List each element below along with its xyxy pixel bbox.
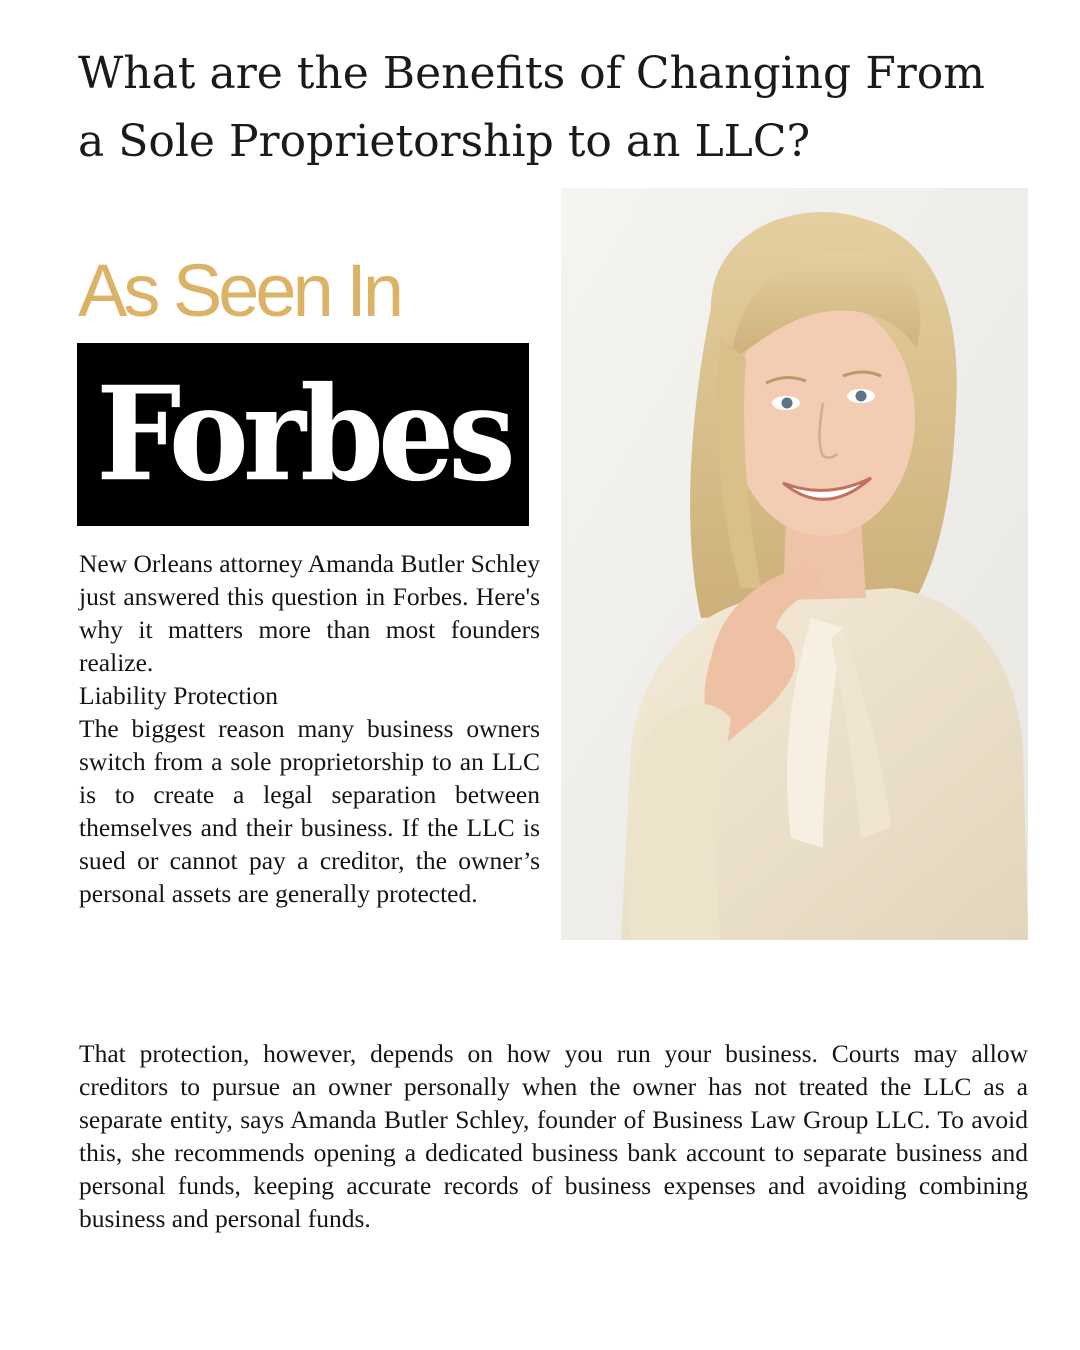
headline	[78, 40, 1018, 176]
as-seen-in-label: As Seen In	[78, 249, 401, 332]
liability-paragraph: The biggest reason many business owners switch from a sole proprietorship to an LLC is to create a legal separation between themselves and their business. If the LLC is sued or cannot pay a creditor, the owner’s personal assets are generally protected.	[79, 714, 540, 908]
attorney-portrait-photo	[561, 188, 1028, 940]
forbes-logo	[77, 343, 529, 526]
intro-paragraph: New Orleans attorney Amanda Butler Schley just answered this question in Forbes. Here's why it matters more than most founders realize.	[79, 549, 540, 677]
body-paragraph: That protection, however, depends on how you run your business. Courts may allow creditors to pursue an owner personally when the owner has not treated the LLC as a separate entity, says Amanda Butler Schley, founder of Business Law Group LLC. To avoid this, she recommends opening a dedicated business bank account to separate business and personal funds, keeping accurate records of business expenses and avoiding combining business and personal funds.	[79, 1039, 1028, 1233]
intro-column	[79, 547, 540, 910]
forbes-logo-wordmark: Forbes	[96, 357, 510, 511]
portrait-illustration	[561, 188, 1028, 940]
headline-line-2: a Sole Proprietorship to an LLC?	[78, 116, 811, 167]
section-subheading: Liability Protection	[79, 681, 279, 710]
headline-line-1: What are the Benefits of Changing From	[78, 48, 985, 99]
